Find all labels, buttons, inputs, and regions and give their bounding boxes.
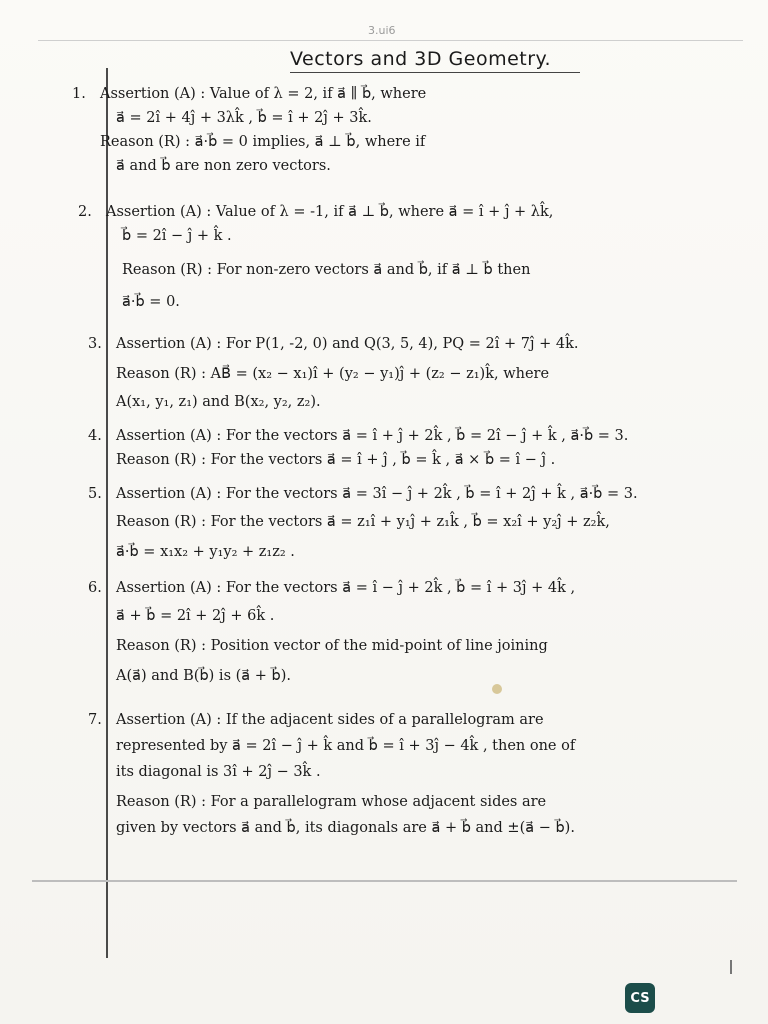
question-6 xyxy=(88,576,748,688)
question-line: represented by a⃗ = 2î − ĵ + k̂ and b⃗ = î + 3ĵ − 4k̂ , then one of xyxy=(116,738,576,754)
question-line: Assertion (A) : Value of λ = 2, if a⃗ ∥ b⃗, where xyxy=(100,86,427,102)
stain-dot xyxy=(492,684,502,694)
question-1 xyxy=(72,82,732,178)
question-line: Reason (R) : For a parallelogram whose adjacent sides are xyxy=(116,794,547,810)
corner-mark xyxy=(730,960,732,974)
question-line: Assertion (A) : For the vectors a⃗ = î − ĵ + 2k̂ , b⃗ = î + 3ĵ + 4k̂ , xyxy=(116,580,576,596)
question-4 xyxy=(88,424,748,472)
question-line: Assertion (A) : Value of λ = -1, if a⃗ ⊥ b⃗, where a⃗ = î + ĵ + λk̂, xyxy=(106,204,554,220)
question-line: Assertion (A) : For P(1, -2, 0) and Q(3, 5, 4), PQ = 2î + 7ĵ + 4k̂. xyxy=(116,336,579,352)
question-line: Reason (R) : For the vectors a⃗ = î + ĵ , b⃗ = k̂ , a⃗ × b⃗ = î − ĵ . xyxy=(116,452,556,468)
question-line: Reason (R) : AB⃗ = (x₂ − x₁)î + (y₂ − y₁)ĵ + (z₂ − z₁)k̂, where xyxy=(116,366,550,382)
question-number: 1. xyxy=(72,86,86,102)
camscanner-badge: CS xyxy=(625,983,655,1013)
question-line: a⃗ = 2î + 4ĵ + 3λk̂ , b⃗ = î + 2ĵ + 3k̂. xyxy=(116,110,372,126)
question-number: 7. xyxy=(88,712,102,728)
question-number: 3. xyxy=(88,336,102,352)
question-number: 5. xyxy=(88,486,102,502)
question-line: Reason (R) : For non-zero vectors a⃗ and b⃗, if a⃗ ⊥ b⃗ then xyxy=(122,262,531,278)
question-number: 4. xyxy=(88,428,102,444)
question-line: Reason (R) : a⃗·b⃗ = 0 implies, a⃗ ⊥ b⃗, where if xyxy=(100,134,426,150)
question-2 xyxy=(78,200,738,314)
question-line: a⃗ + b⃗ = 2î + 2ĵ + 6k̂ . xyxy=(116,608,275,624)
page-title: Vectors and 3D Geometry. xyxy=(290,48,552,70)
question-3 xyxy=(88,332,748,414)
question-line: Reason (R) : Position vector of the mid-point of line joining xyxy=(116,638,548,654)
question-line: A(a⃗) and B(b⃗) is (a⃗ + b⃗). xyxy=(116,668,292,684)
question-line: a⃗·b⃗ = x₁x₂ + y₁y₂ + z₁z₂ . xyxy=(116,544,295,560)
question-7 xyxy=(88,708,748,840)
question-line: b⃗ = 2î − ĵ + k̂ . xyxy=(122,228,232,244)
question-line: given by vectors a⃗ and b⃗, its diagonals are a⃗ + b⃗ and ±(a⃗ − b⃗). xyxy=(116,820,575,836)
question-5 xyxy=(88,482,748,564)
title-underline xyxy=(290,72,580,73)
page-number-note: 3.ui6 xyxy=(368,24,396,37)
question-line: A(x₁, y₁, z₁) and B(x₂, y₂, z₂). xyxy=(116,394,321,410)
question-line: its diagonal is 3î + 2ĵ − 3k̂ . xyxy=(116,764,321,780)
question-line: Assertion (A) : For the vectors a⃗ = 3î − ĵ + 2k̂ , b⃗ = î + 2ĵ + k̂ , a⃗·b⃗ = 3. xyxy=(116,486,638,502)
question-line: a⃗·b⃗ = 0. xyxy=(122,294,180,310)
question-line: a⃗ and b⃗ are non zero vectors. xyxy=(116,158,331,174)
question-number: 6. xyxy=(88,580,102,596)
question-line: Reason (R) : For the vectors a⃗ = z₁î + y₁ĵ + z₁k̂ , b⃗ = x₂î + y₂ĵ + z₂k̂, xyxy=(116,514,610,530)
question-line: Assertion (A) : For the vectors a⃗ = î + ĵ + 2k̂ , b⃗ = 2î − ĵ + k̂ , a⃗·b⃗ = 3. xyxy=(116,428,629,444)
top-rule xyxy=(38,40,743,41)
question-line: Assertion (A) : If the adjacent sides of a parallelogram are xyxy=(116,712,544,728)
question-number: 2. xyxy=(78,204,92,220)
bottom-rule xyxy=(32,880,737,882)
